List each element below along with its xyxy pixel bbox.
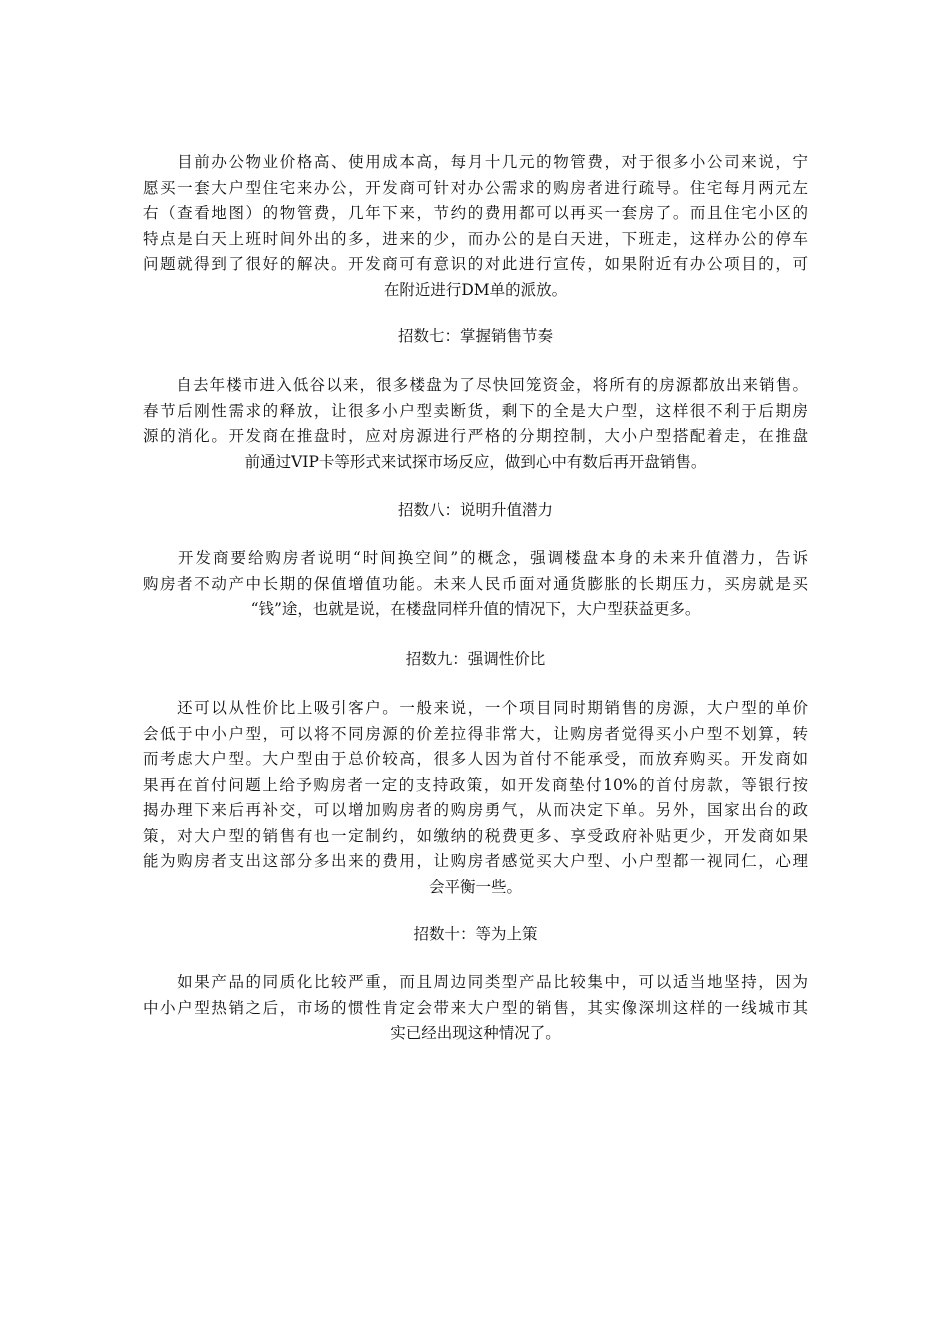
- text-line: 春节后刚性需求的释放，让很多小户型卖断货，剩下的全是大户型，这样很不利于后期房: [143, 401, 808, 420]
- text-line: 自去年楼市进入低谷以来，很多楼盘为了尽快回笼资金，将所有的房源都放出来销售。: [143, 376, 808, 394]
- section-heading-10: 招数十：等为上策: [413, 925, 538, 943]
- text-line: 会低于中小户型，可以将不同房源的价差拉得非常大，让购房者觉得买小户型不划算，转: [143, 724, 808, 743]
- paragraph-office-use: [143, 150, 808, 303]
- text-line: 前通过VIP卡等形式来试探市场反应，做到心中有数后再开盘销售。: [244, 452, 707, 471]
- text-line: 目前办公物业价格高、使用成本高，每月十几元的物管费，对于很多小公司来说，宁: [143, 153, 808, 171]
- section-heading-8: 招数八：说明升值潜力: [397, 501, 553, 519]
- text-line: 源的消化。开发商在推盘时，应对房源进行严格的分期控制，大小户型搭配着走，在推盘: [143, 427, 808, 445]
- text-line: 会平衡一些。: [428, 877, 522, 896]
- text-line: 愿买一套大户型住宅来办公，开发商可针对办公需求的购房者进行疏导。住宅每月两元左: [143, 178, 808, 197]
- text-line: 策，对大户型的销售有也一定制约，如缴纳的税费更多、享受政府补贴更少，开发商如果: [143, 826, 808, 845]
- text-line: 还可以从性价比上吸引客户。一般来说，一个项目同时期销售的房源，大户型的单价: [143, 699, 808, 717]
- text-line: 果再在首付问题上给予购房者一定的支持政策，如开发商垫付10%的首付房款，等银行按: [143, 775, 808, 794]
- text-line: 实已经出现这种情况了。: [390, 1024, 561, 1042]
- text-line: 能为购房者支出这部分多出来的费用，让购房者感觉买大户型、小户型都一视同仁，心理: [143, 852, 808, 870]
- text-line: 购房者不动产中长期的保值增值功能。未来人民币面对通货膨胀的长期压力，买房就是买: [143, 574, 808, 593]
- section-heading-9: 招数九：强调性价比: [405, 650, 546, 668]
- text-line: 中小户型热销之后，市场的惯性肯定会带来大户型的销售，其实像深圳这样的一线城市其: [143, 998, 808, 1017]
- paragraph-wait-strategy: [143, 970, 808, 1047]
- text-line: 开发商要给购房者说明“时间换空间”的概念，强调楼盘本身的未来升值潜力，告诉: [143, 549, 808, 567]
- text-line: 揭办理下来后再补交，可以增加购房者的购房勇气，从而决定下单。另外，国家出台的政: [143, 801, 808, 819]
- text-line: “钱”途，也就是说，在楼盘同样升值的情况下，大户型获益更多。: [250, 600, 701, 618]
- paragraph-cost-performance: [143, 696, 808, 900]
- text-line: 特点是白天上班时间外出的多，进来的少，而办公的是白天进，下班走，这样办公的停车: [143, 229, 808, 248]
- text-line: 而考虑大户型。大户型由于总价较高，很多人因为首付不能承受，而放弃购买。开发商如: [143, 750, 808, 768]
- section-heading-7: 招数七：掌握销售节奏: [397, 327, 553, 345]
- paragraph-sales-rhythm: [143, 373, 808, 475]
- text-line: 问题就得到了很好的解决。开发商可有意识的对此进行宣传，如果附近有办公项目的，可: [143, 255, 808, 273]
- text-line: 如果产品的同质化比较严重，而且周边同类型产品比较集中，可以适当地坚持，因为: [143, 973, 808, 991]
- text-line: 在附近进行DM单的派放。: [383, 280, 568, 299]
- paragraph-appreciation-potential: [143, 546, 808, 623]
- text-line: 右（查看地图）的物管费，几年下来，节约的费用都可以再买一套房了。而且住宅小区的: [143, 204, 808, 222]
